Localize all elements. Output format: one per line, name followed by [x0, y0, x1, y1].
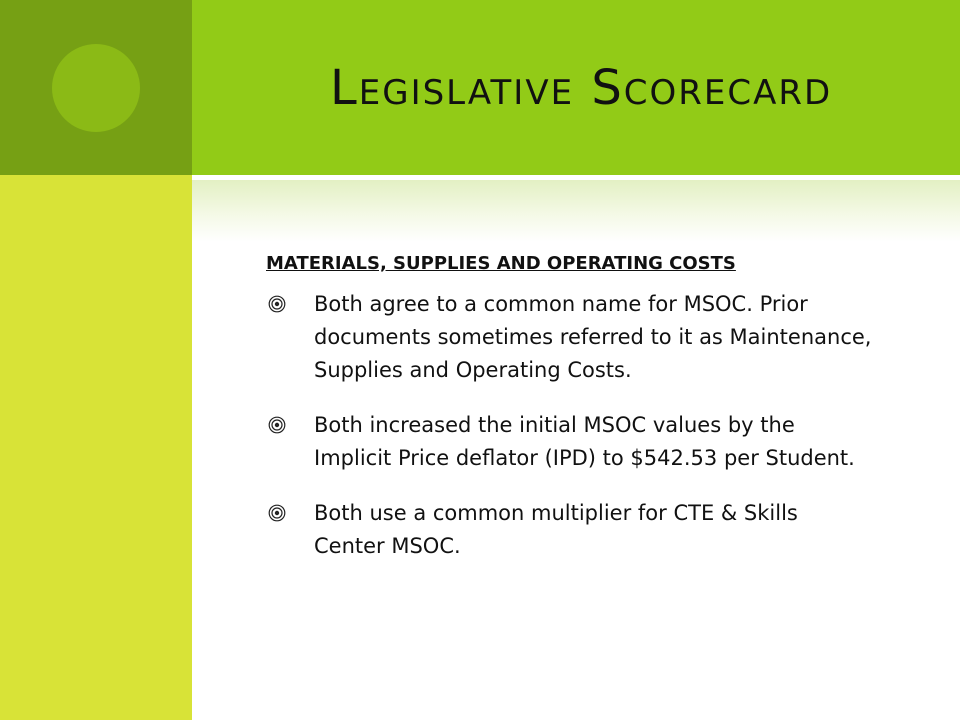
gradient-band [192, 180, 960, 242]
section-heading: MATERIALS, SUPPLIES AND OPERATING COSTS [266, 253, 736, 274]
bullet-item [266, 409, 874, 475]
bullet-list [266, 288, 906, 563]
target-circle-icon [268, 504, 286, 522]
bullet-text: Both increased the initial MSOC values by the Implicit Price deflator (IPD) to $542.53 per Student. [314, 413, 855, 470]
circle-decoration-icon [52, 44, 140, 132]
target-circle-icon [268, 295, 286, 313]
target-circle-icon [268, 416, 286, 434]
slide-title: Legislative Scorecard [330, 60, 833, 116]
bullet-text: Both use a common multiplier for CTE & Skills Center MSOC. [314, 501, 798, 558]
bullet-text: Both agree to a common name for MSOC. Prior documents sometimes referred to it as Maintenance, Supplies and Operating Costs. [314, 292, 872, 382]
bullet-item [266, 497, 874, 563]
left-accent-bar [0, 175, 192, 720]
slide-content [266, 246, 906, 585]
bullet-item [266, 288, 874, 387]
corner-decoration [0, 0, 192, 175]
